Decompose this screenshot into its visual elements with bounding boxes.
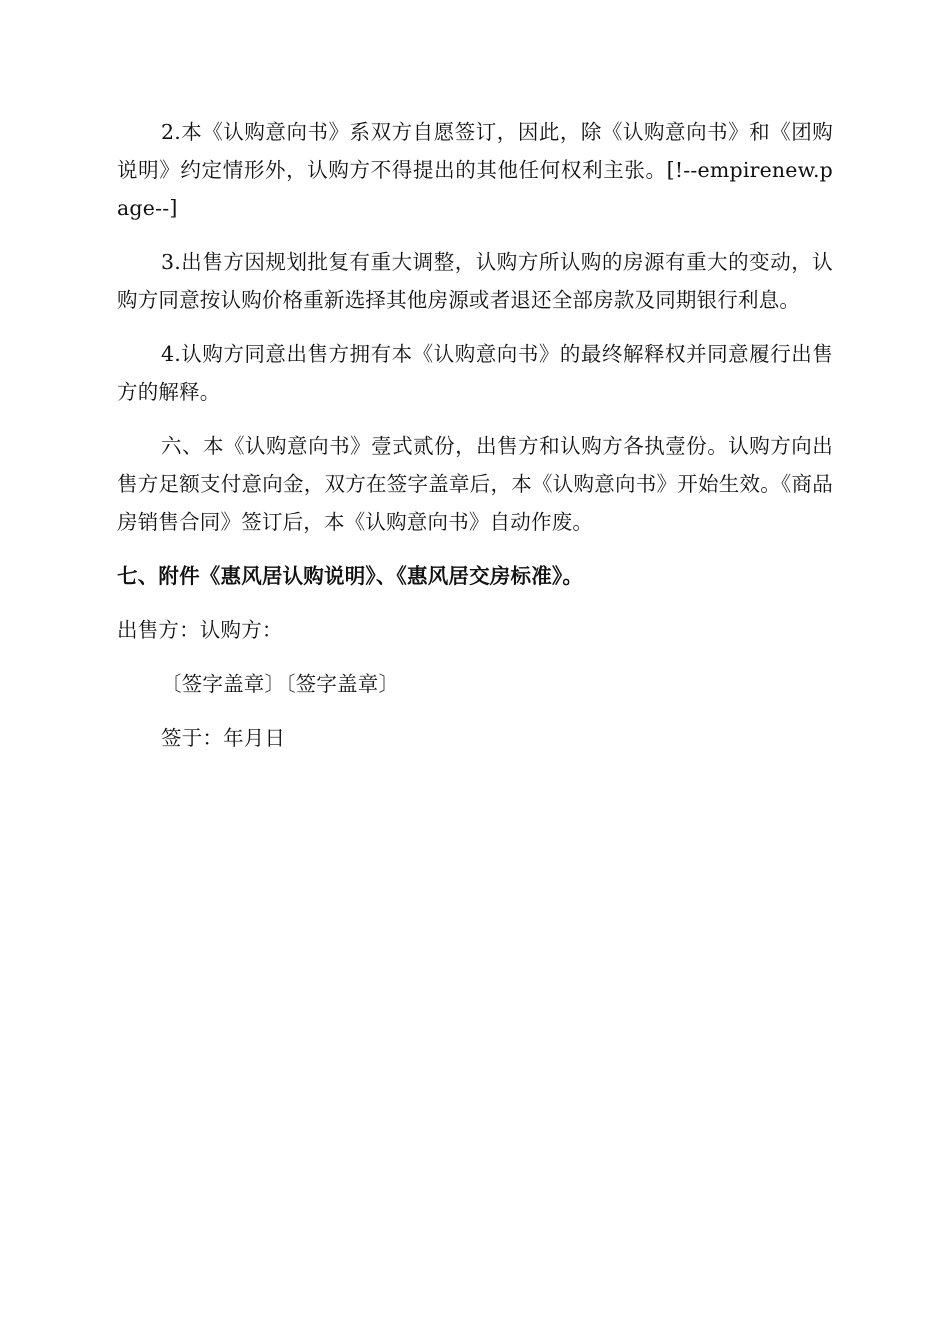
section-6-paragraph: 六、本《认购意向书》壹式贰份，出售方和认购方各执壹份。认购方向出售方足额支付意向金，双方在签字盖章后，本《认购意向书》开始生效。《商品房销售合同》签订后，本《认购意向书》自动作废。 xyxy=(117,434,833,534)
signed-date-line: 签于：年月日 xyxy=(161,726,286,750)
section-7-heading: 七、附件《惠风居认购说明》、《惠风居交房标准》。 xyxy=(117,564,584,588)
clause-3-paragraph: 3.出售方因规划批复有重大调整，认购方所认购的房源有重大的变动，认购方同意按认购价格重新选择其他房源或者退还全部房款及同期银行利息。 xyxy=(117,250,833,312)
seal-line: 〔签字盖章〕〔签字盖章〕 xyxy=(161,672,400,696)
document-body xyxy=(117,113,833,773)
clause-2-paragraph: 2.本《认购意向书》系双方自愿签订，因此，除《认购意向书》和《团购说明》约定情形外，认购方不得提出的其他任何权利主张。[!--empirenew.page--] xyxy=(117,120,833,220)
parties-line: 出售方：认购方： xyxy=(117,618,283,642)
clause-4-paragraph: 4.认购方同意出售方拥有本《认购意向书》的最终解释权并同意履行出售方的解释。 xyxy=(117,342,833,404)
